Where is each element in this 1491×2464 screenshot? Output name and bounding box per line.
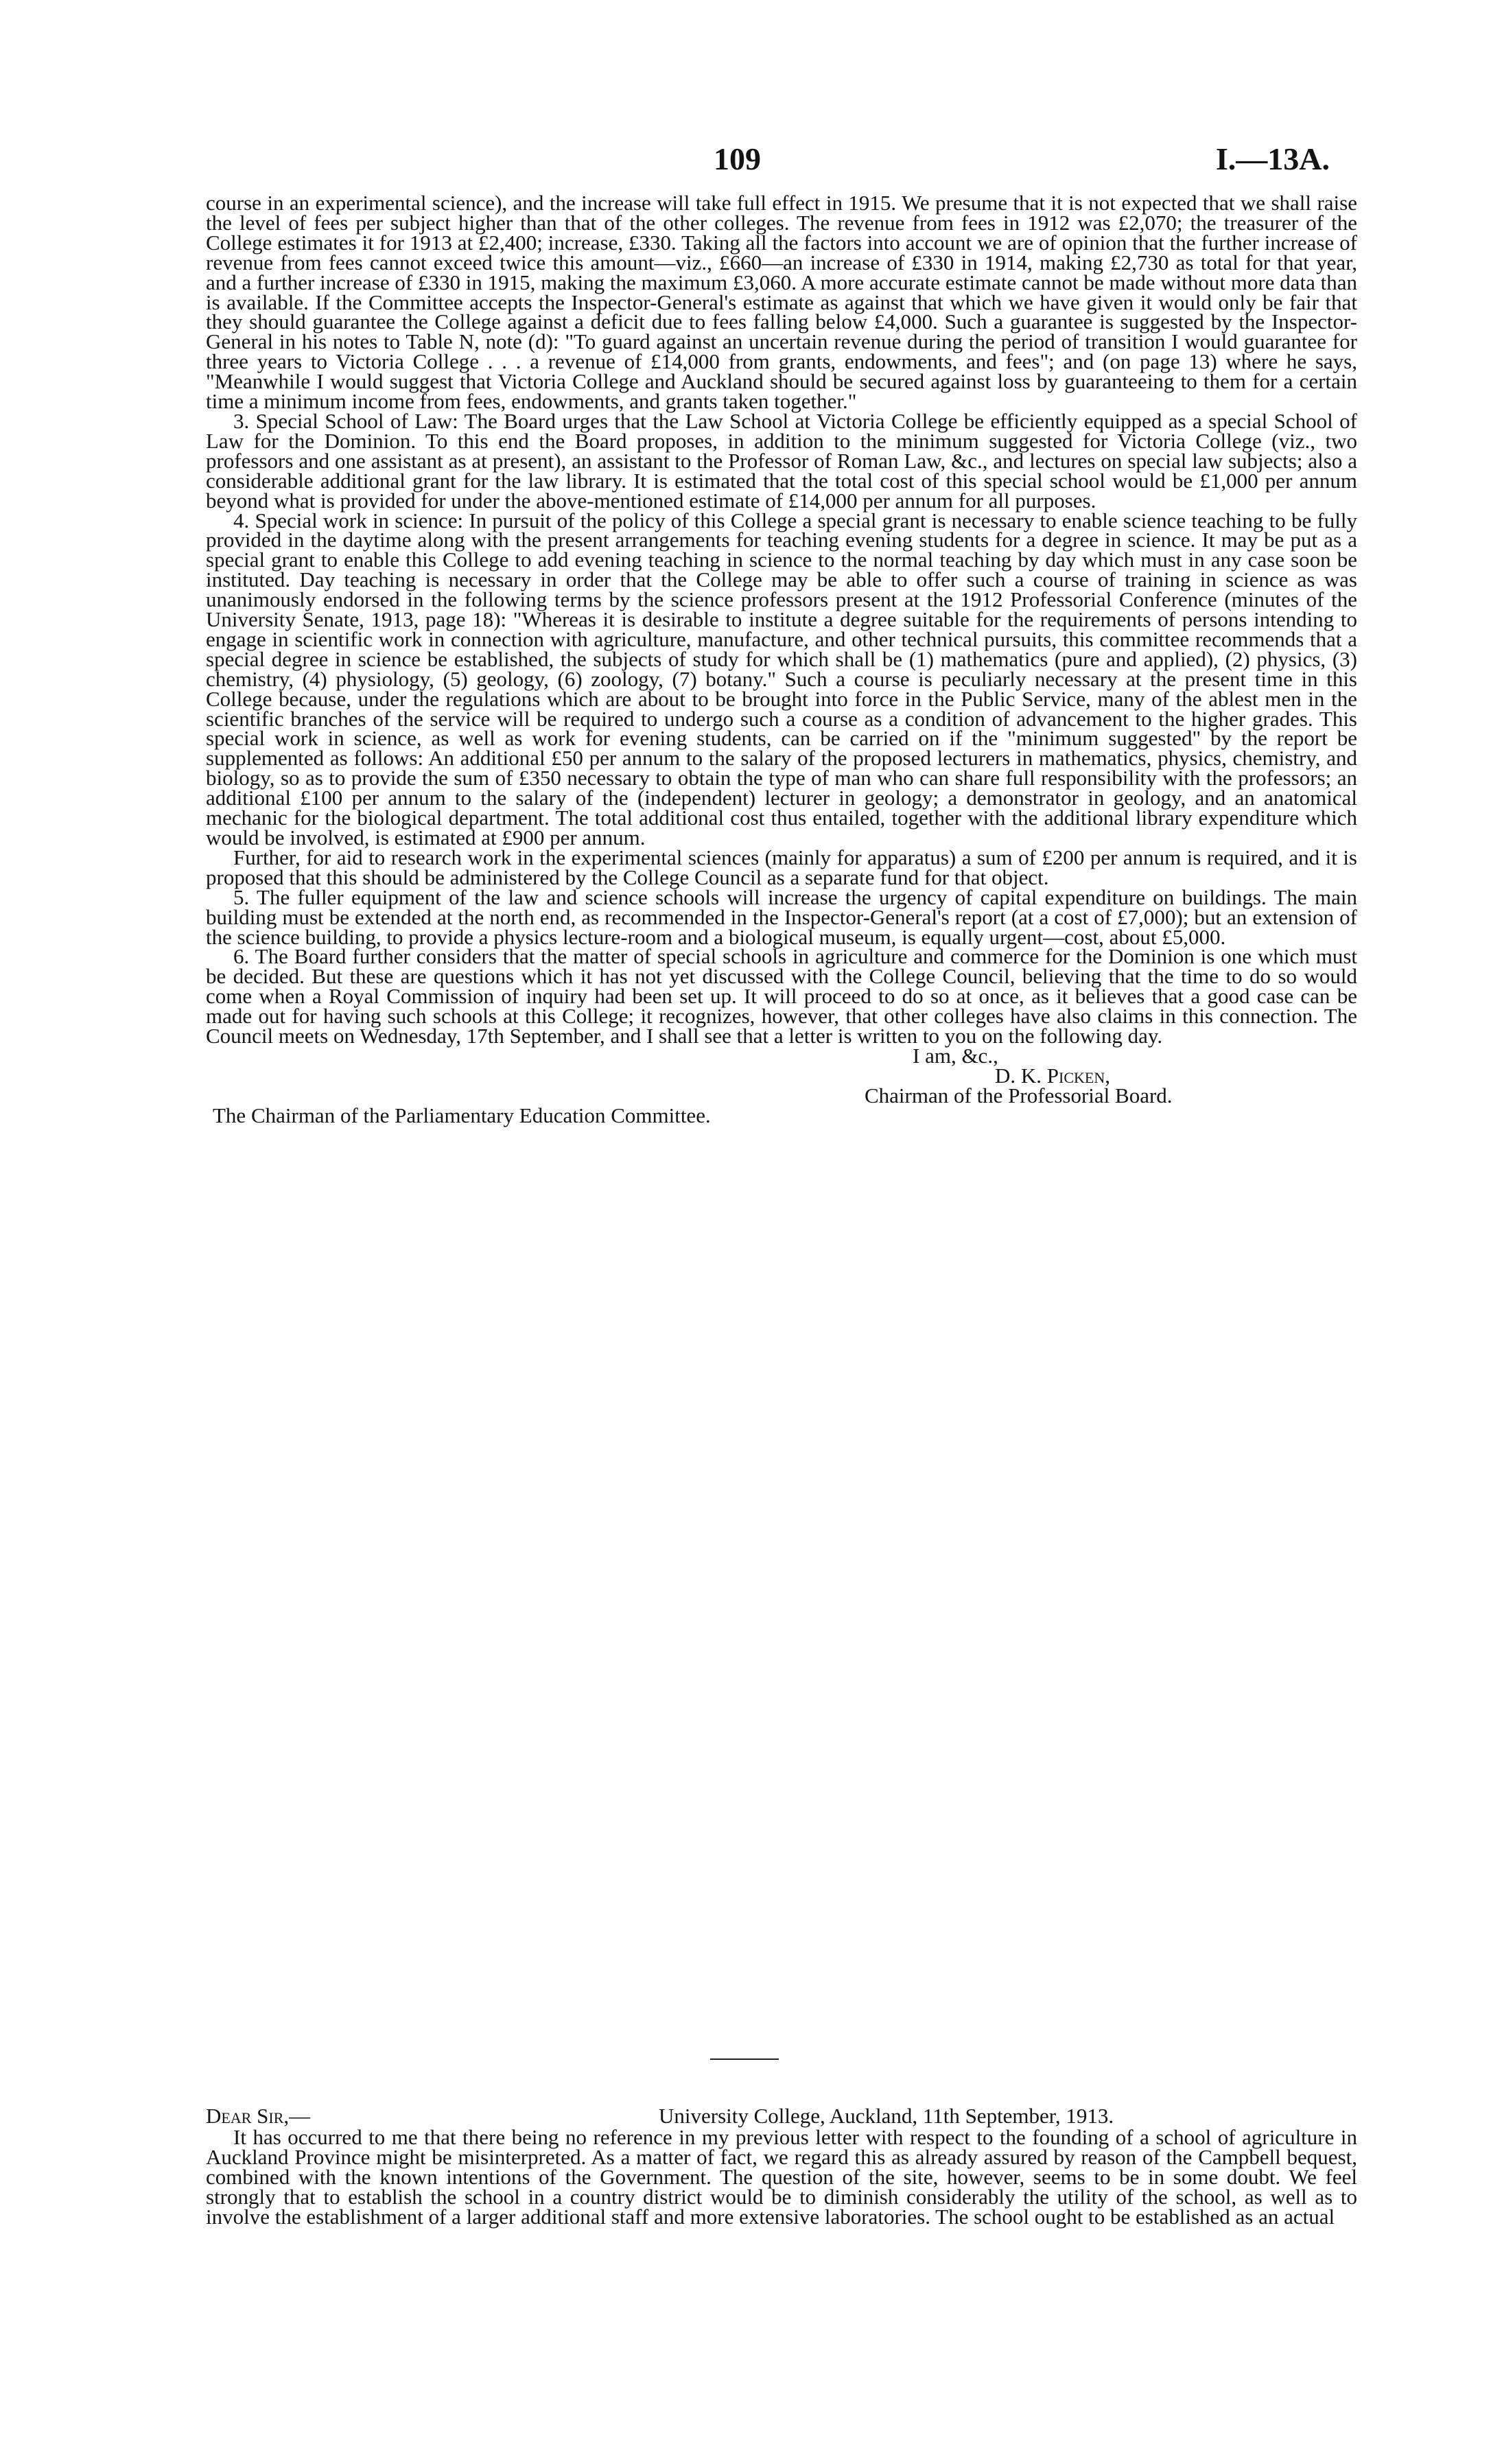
body-paragraph-special-schools: 6. The Board further considers that the matter of special schools in agriculture and commerce for the Dominion is one which must be decided. But these are questions which it has not yet discussed with the College Council, believing that the time to do so would come when a Royal Commission of inquiry had been set up. It will proceed to do so at once, as it believes that a good case can be made out for having such schools at this College; it recognizes, however, that other colleges have also claims in this connection. The Council meets on Wednesday, 17th September, and I shall see that a letter is written to you on the following day. xyxy=(206,944,1357,1048)
second-letter xyxy=(206,2104,1357,2229)
body-paragraph-law-school: 3. Special School of Law: The Board urges that the Law School at Victoria College be efficiently equipped as a special School of Law for the Dominion. To this end the Board proposes, in addition to the minimum suggested for Victoria College (viz., two professors and one assistant as at present), an assistant to the Professor of Roman Law, &c., and lectures on special law subjects; also a considerable additional grant for the law library. It is estimated that the total cost of this special school would be £1,000 per annum beyond what is provided for under the above-mentioned estimate of £14,000 per annum for all purposes. xyxy=(206,408,1357,513)
signatory-position: Chairman of the Professorial Board. xyxy=(865,1083,1173,1107)
dateline: University College, Auckland, 11th September, 1913. xyxy=(659,2104,1114,2128)
letter-heading xyxy=(206,2104,1357,2128)
body-paragraph-research: Further, for aid to research work in the experimental sciences (mainly for apparatus) a sum of £200 per annum is required, and it is proposed that this should be administered by the College Council as a separate fund for that object. xyxy=(206,845,1357,889)
page-header xyxy=(0,141,1491,189)
signatory: D. K. Picken, xyxy=(995,1063,1110,1088)
paper-reference: I.—13A. xyxy=(1215,141,1330,176)
salutation: Dear Sir,— xyxy=(206,2104,311,2128)
section-divider xyxy=(710,2058,779,2060)
page-number: 109 xyxy=(714,141,761,176)
main-text xyxy=(206,193,1357,1126)
body-paragraph-continued: course in an experimental science), and the increase will take full effect in 1915. We presume that it is not expected that we shall raise the level of fees per subject higher than that of the other colleges. The revenue from fees in 1912 was £2,070; the treasurer of the College estimates it for 1913 at £2,400; increase, £330. Taking all the factors into account we are of opinion that the further increase of revenue from fees cannot exceed twice this amount—viz., £660—an increase of £330 in 1914, making £2,730 as total for that year, and a further increase of £330 in 1915, making the maximum £3,060. A more accurate estimate cannot be made without more data than is available. If the Committee accepts the Inspector-General's estimate as against that which we have given it would only be fair that they should guarantee the College against a deficit due to fees falling below £4,000. Such a guarantee is suggested by the Inspector-General in his notes to Table N, note (d): "To guard against an uncertain revenue during the period of transition I would guarantee for three years to Victoria College . . . a revenue of £14,000 from grants, endowments, and fees"; and (on page 13) where he says, "Meanwhile I would suggest that Victoria College and Auckland should be secured against loss by guaranteeing to them for a certain time a minimum income from fees, endowments, and grants taken together." xyxy=(206,191,1357,414)
body-paragraph-science: 4. Special work in science: In pursuit of the policy of this College a special grant is necessary to enable science teaching to be fully provided in the daytime along with the present arrangements for teaching evening students for a degree in science. It may be put as a special grant to enable this College to add evening teaching in science to the normal teaching by day which must in any case soon be instituted. Day teaching is necessary in order that the College may be able to offer such a course of training in science as was unanimously endorsed in the following terms by the science professors present at the 1912 Professorial Conference (minutes of the University Senate, 1913, page 18): "Whereas it is desirable to institute a degree suitable for the requirements of persons intending to engage in scientific work in connection with agriculture, manufacture, and other technical pursuits, this committee recommends that a special degree in science be established, the subjects of study for which shall be (1) mathematics (pure and applied), (2) physics, (3) chemistry, (4) physiology, (5) geology, (6) zoology, (7) botany." Such a course is peculiarly necessary at the present time in this College because, under the regulations which are about to be brought into force in the Public Service, many of the ablest men in the scientific branches of the service will be required to undergo such a course as a condition of advancement to the higher grades. This special work in science, as well as work for evening students, can be carried on if the "minimum suggested" by the report be supplemented as follows: An additional £50 per annum to the salary of the proposed lecturers in mathematics, physics, chemistry, and biology, so as to provide the sum of £350 necessary to obtain the type of man who can share full responsibility with the professors; an additional £100 per annum to the salary of the (independent) lecturer in geology; a demonstrator in geology, and an anatomical mechanic for the biological department. The total additional cost thus entailed, together with the additional library expenditure which would be involved, is estimated at £900 per annum. xyxy=(206,508,1357,849)
body-paragraph-buildings: 5. The fuller equipment of the law and science schools will increase the urgency of capital expenditure on buildings. The main building must be extended at the north end, as recommended in the Inspector-General's report (at a cost of £7,000); but an extension of the science building, to provide a physics lecture-room and a biological museum, is equally urgent—cost, about £5,000. xyxy=(206,884,1357,949)
letter-paragraph: It has occurred to me that there being no reference in my previous letter with respect to the founding of a school of agriculture in Auckland Province might be misinterpreted. As a matter of fact, we regard this as already assured by reason of the Campbell bequest, combined with the known intentions of the Government. The question of the site, however, seems to be in some doubt. We feel strongly that to establish the school in a country district would be to diminish considerably the utility of the school, as well as to involve the establishment of a larger additional staff and more extensive laboratories. The school ought to be established as an actual xyxy=(206,2125,1357,2229)
closing: I am, &c., xyxy=(913,1043,998,1068)
addressee: The Chairman of the Parliamentary Education Committee. xyxy=(213,1103,711,1127)
